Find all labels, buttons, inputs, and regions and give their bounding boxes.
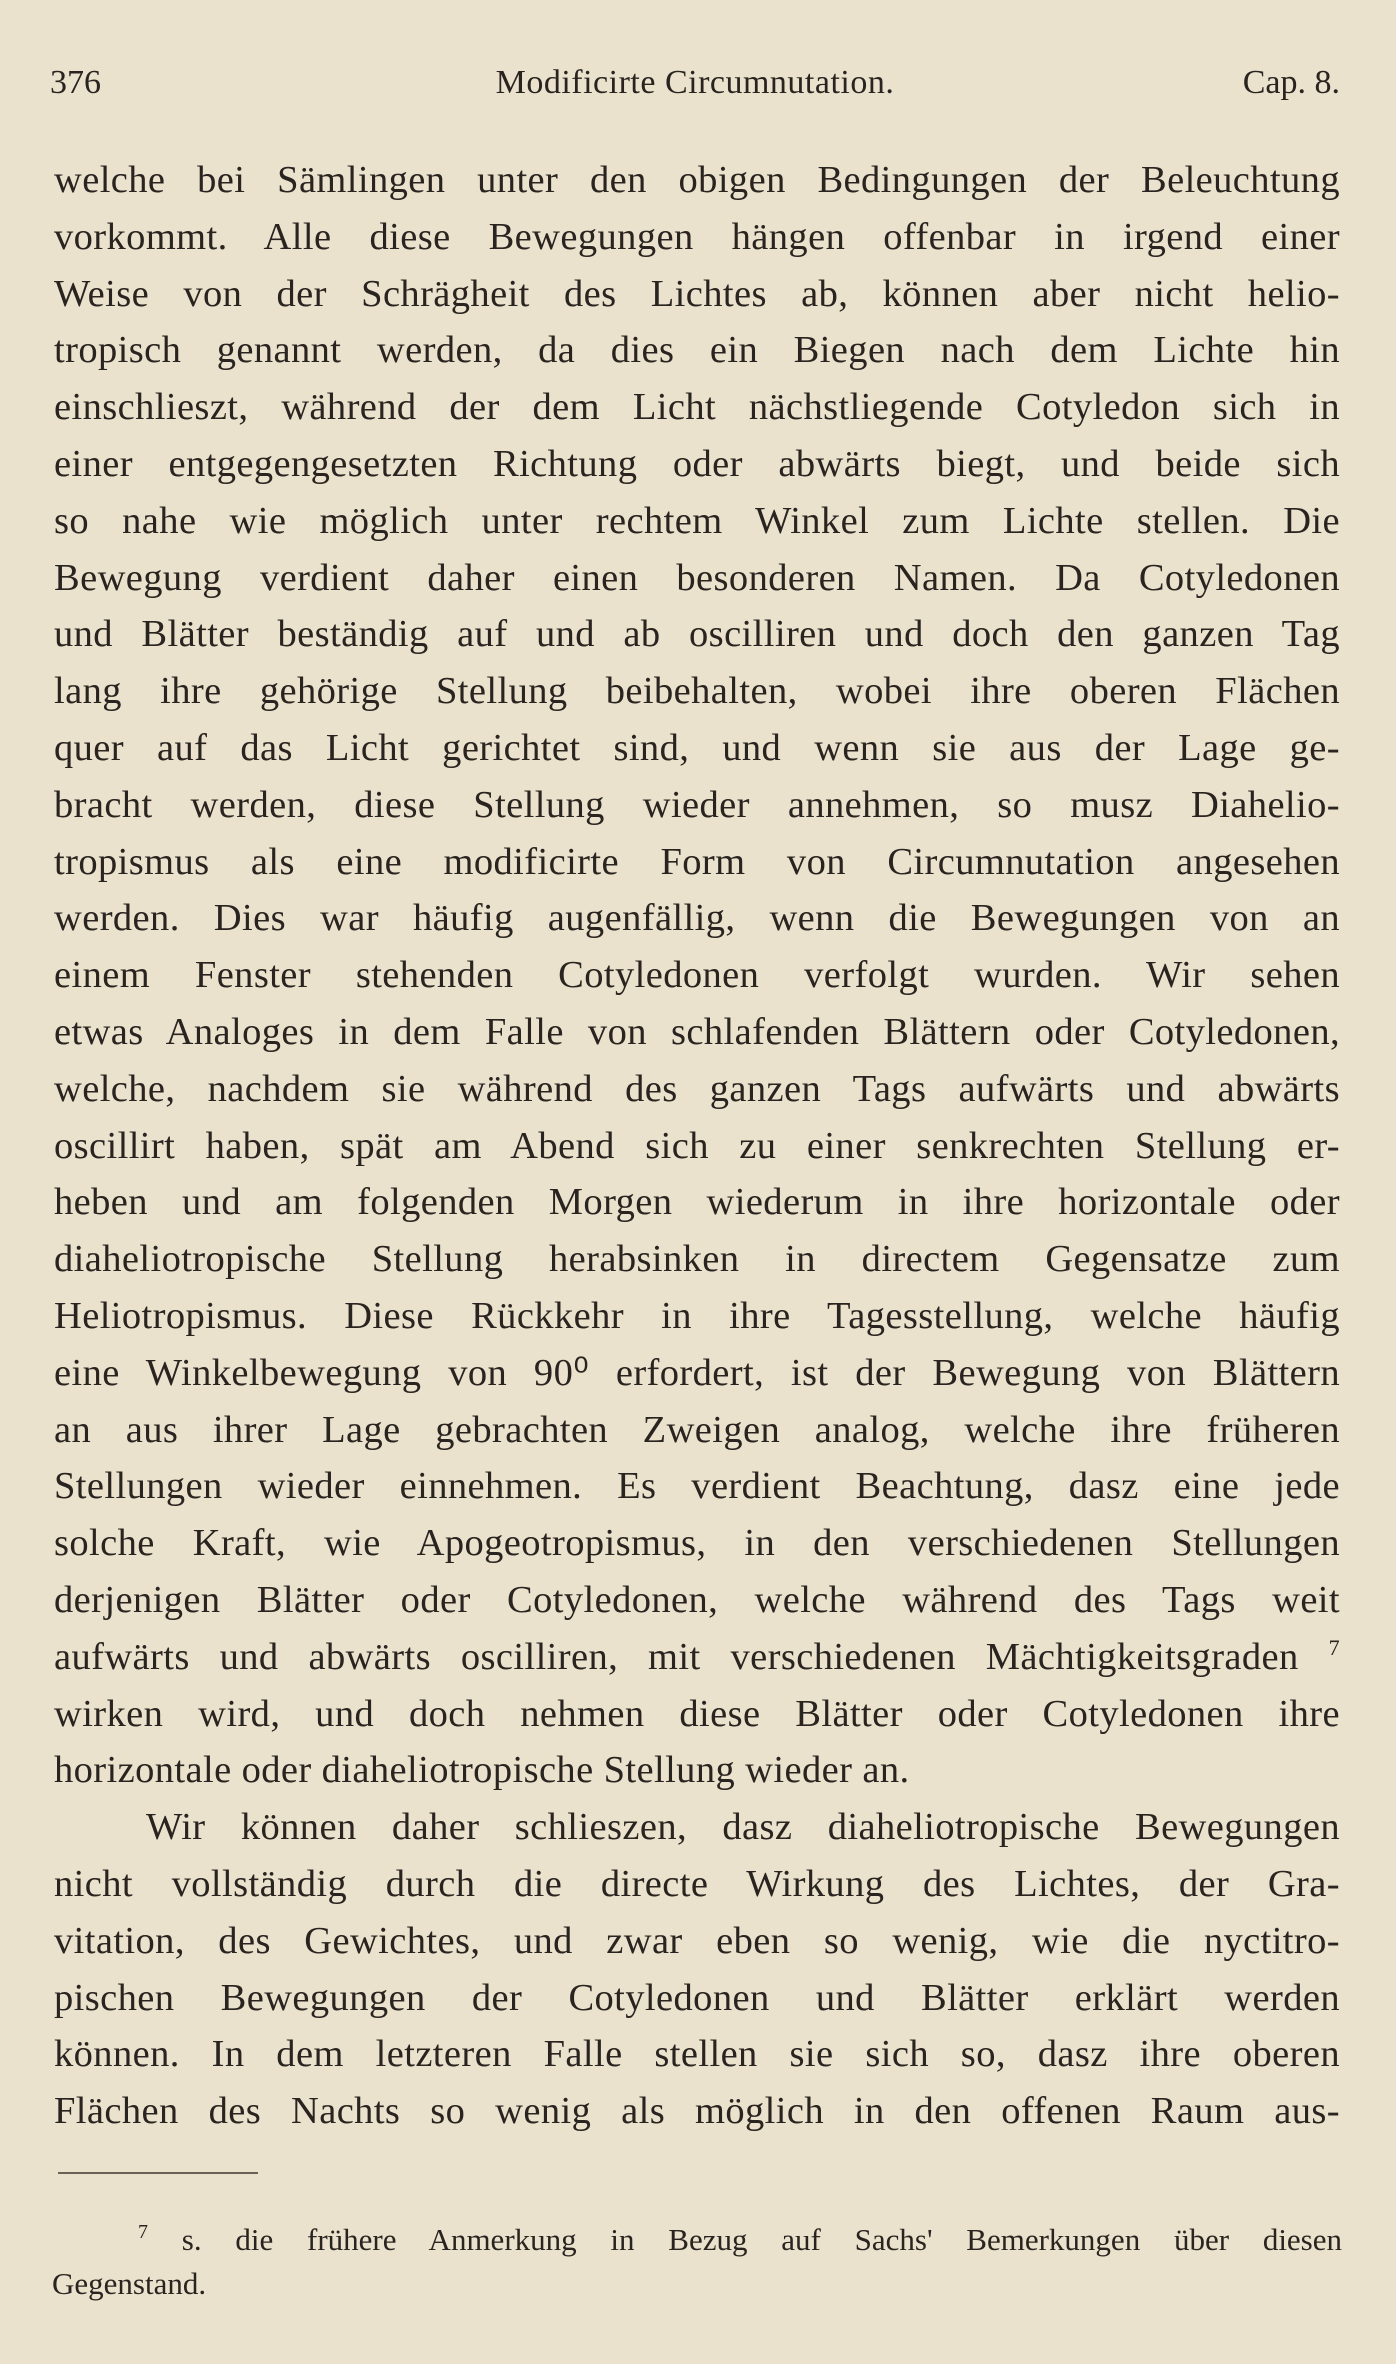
text-line: quer auf das Licht gerichtet sind, und wenn sie aus der Lage ge- <box>54 726 1340 769</box>
text-line: so nahe wie möglich unter rechtem Winkel zum Lichte stellen. Die <box>54 499 1340 542</box>
text-line: Flächen des Nachts so wenig als möglich in den offenen Raum aus- <box>54 2090 1340 2133</box>
text-line: wirken wird, und doch nehmen diese Blätter oder Cotyledonen ihre <box>54 1692 1340 1735</box>
text-line: Weise von der Schrägheit des Lichtes ab, können aber nicht helio- <box>54 272 1340 315</box>
text-line: heben und am folgenden Morgen wiederum in ihre horizontale oder <box>54 1181 1340 1224</box>
text-line: an aus ihrer Lage gebrachten Zweigen analog, welche ihre früheren <box>54 1408 1340 1451</box>
text-line: Bewegung verdient daher einen besonderen Namen. Da Cotyledonen <box>54 556 1340 599</box>
text-line: können. In dem letzteren Falle stellen sie sich so, dasz ihre oberen <box>54 2033 1340 2076</box>
footnote-mark: 7 <box>138 2221 148 2243</box>
text-line: horizontale oder diaheliotropische Stellung wieder an. <box>54 1749 910 1792</box>
footnote-line <box>52 2218 1342 2262</box>
chapter-label: Cap. 8. <box>1242 64 1340 101</box>
text-line: lang ihre gehörige Stellung beibehalten, wobei ihre oberen Flächen <box>54 670 1340 713</box>
text-line: vitation, des Gewichtes, und zwar eben so wenig, wie die nyctitro- <box>54 1919 1340 1962</box>
text-line: etwas Analoges in dem Falle von schlafenden Blättern oder Cotyledonen, <box>54 1010 1340 1053</box>
footnote-text: s. die frühere Anmerkung in Bezug auf Sachs' Bemerkungen über diesen <box>181 2222 1343 2257</box>
page-number: 376 <box>50 64 101 101</box>
text-line: tropisch genannt werden, da dies ein Biegen nach dem Lichte hin <box>54 329 1340 372</box>
text-line: eine Winkelbewegung von 90⁰ erfordert, ist der Bewegung von Blättern <box>54 1351 1340 1394</box>
text-line-with-footnote-ref <box>54 1629 1340 1686</box>
text-line: oscillirt haben, spät am Abend sich zu einer senkrechten Stellung er- <box>54 1124 1340 1167</box>
text-line: diaheliotropische Stellung herabsinken in directem Gegensatze zum <box>54 1238 1340 1281</box>
text-line: einer entgegengesetzten Richtung oder abwärts biegt, und beide sich <box>54 442 1340 485</box>
paragraph-first-line: Wir können daher schlieszen, dasz diaheliotropische Bewegungen <box>146 1806 1340 1849</box>
text-line: derjenigen Blätter oder Cotyledonen, welche während des Tags weit <box>54 1578 1340 1621</box>
footnote-divider <box>58 2172 258 2174</box>
text-line: welche bei Sämlingen unter den obigen Bedingungen der Beleuchtung <box>54 159 1340 201</box>
running-header <box>50 64 1340 114</box>
footnote <box>52 2218 1342 2306</box>
body-text <box>54 152 1340 2140</box>
text-line: tropismus als eine modificirte Form von Circumnutation angesehen <box>54 840 1340 883</box>
text-line: bracht werden, diese Stellung wieder annehmen, so musz Diahelio- <box>54 783 1340 826</box>
footnote-reference[interactable]: 7 <box>1328 1634 1340 1660</box>
text-line: welche, nachdem sie während des ganzen Tags aufwärts und abwärts <box>54 1067 1340 1110</box>
text-line: solche Kraft, wie Apogeotropismus, in den verschiedenen Stellungen <box>54 1522 1340 1565</box>
text-line: einschlieszt, während der dem Licht nächstliegende Cotyledon sich in <box>54 386 1340 429</box>
running-title: Modificirte Circumnutation. <box>495 64 895 101</box>
text-line: und Blätter beständig auf und ab oscilliren und doch den ganzen Tag <box>54 613 1340 656</box>
text-line: pischen Bewegungen der Cotyledonen und Blätter erklärt werden <box>54 1976 1340 2019</box>
text-segment: aufwärts und abwärts oscilliren, mit verschiedenen Mächtigkeitsgraden <box>54 1635 1299 1678</box>
text-line: einem Fenster stehenden Cotyledonen verfolgt wurden. Wir sehen <box>54 954 1340 997</box>
text-line: Heliotropismus. Diese Rückkehr in ihre Tagesstellung, welche häufig <box>54 1294 1340 1337</box>
text-line: werden. Dies war häufig augenfällig, wenn die Bewegungen von an <box>54 897 1340 940</box>
footnote-line: Gegenstand. <box>52 2266 207 2301</box>
text-line: nicht vollständig durch die directe Wirkung des Lichtes, der Gra- <box>54 1862 1340 1905</box>
text-line: Stellungen wieder einnehmen. Es verdient Beachtung, dasz eine jede <box>54 1465 1340 1508</box>
text-line: vorkommt. Alle diese Bewegungen hängen offenbar in irgend einer <box>54 215 1340 258</box>
